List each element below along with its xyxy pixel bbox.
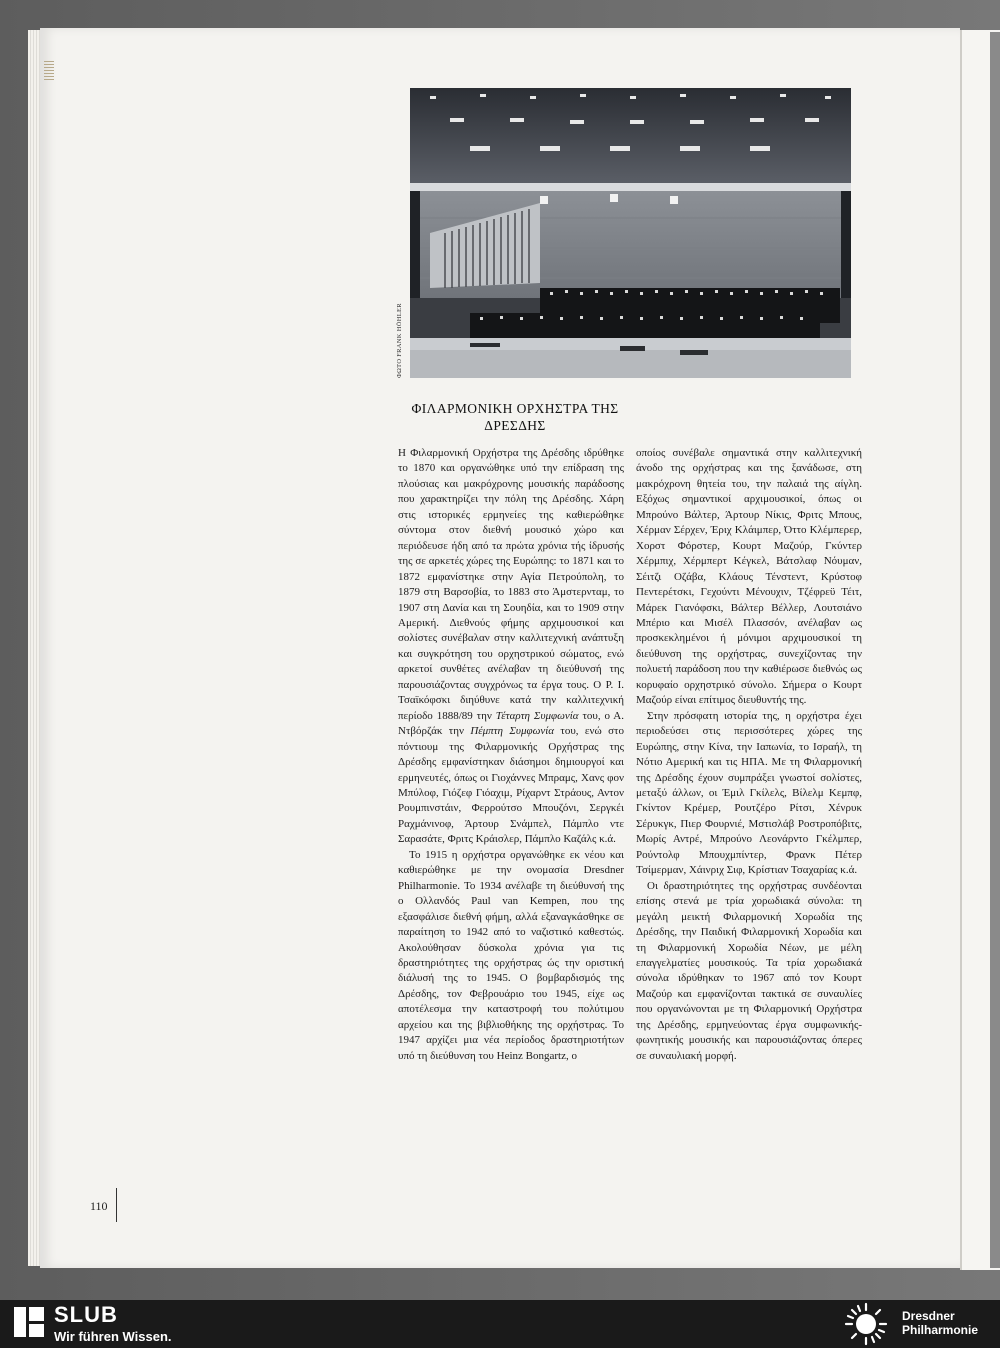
text-column-left xyxy=(398,446,624,1064)
concert-hall-image xyxy=(410,88,851,378)
orchestra-photo xyxy=(410,88,851,378)
philharmonie-logo-icon xyxy=(842,1302,890,1346)
page-number: 110 xyxy=(90,1199,108,1213)
partner-name: Dresdner Philharmonie xyxy=(902,1309,979,1337)
page-edges xyxy=(28,30,40,1266)
library-name: SLUB xyxy=(54,1302,118,1327)
binding-marks xyxy=(44,60,54,80)
paragraph-tours: Στην πρόσφατη ιστορία της, η ορχήστρα έχει περιοδεύσει στις περισσότερες χώρες της Ευρώπης, στην Κίνα, την Ιαπωνία, το Ισραήλ, τη Νότιο Αμερική και τις ΗΠΑ. Με τη Φιλαρμονική της Δρέσδης έχουν συμπράξει γνωστοί σολίστες, μεταξύ άλλων, οι Έμιλ Γκίλελς, Βίλελμ Κεμπφ, Γκίντον Κρέμερ, Ρουτζέρο Ρίτσι, Χένρυκ Σέρυκγκ, Πιερ Φουρνιέ, Μστισλάβ Ροστροπόβιτς, Μωρίς Αντρέ, Μπρούνο Λεονάρντο Γκέλμπερ, Ρούντολφ Μπουχμπίντερ, Φρανκ Πέτερ Τσίμερμαν, Χάινριχ Σιφ, Κρίστιαν Τσαχαρίας κ.ά. xyxy=(636,709,862,877)
library-tagline: Wir führen Wissen. xyxy=(54,1329,172,1344)
slub-logo-icon xyxy=(14,1307,44,1337)
paragraph-history: Η Φιλαρμονική Ορχήστρα της Δρέσδης ιδρύθηκε το 1870 και οργανώθηκε υπό την επίδραση της πλούσιας και μακρόχρονης μουσικής παράδοσης που χαρακτηρίζει την πόλη της Δρέσδης. Χάρη στις ιστορικές ερμηνείες της καθιερώθηκε σύντομα στον διεθνή μουσικό χώρο και περιόδευσε ήδη από τα πρώτα χρόνια τής ίδρυσής της σε αρκετές χώρες της Ευρώπης: το 1871 και το 1872 εμφανίστηκε στην Αγία Πετρούπολη, το 1879 στη Βαρσοβία, το 1883 στο Άμστερνταμ, το 1907 στη Δανία και τη Σουηδία, και το 1909 στην Αμερική. Διεθνούς φήμης αρχιμουσικοί και σολίστες συνέβαλαν στην καλλιτεχνική ανάπτυξη και συγκρότηση του ορχηστρικού σώματος, ενώ αρκετοί συνθέτες ανέλαβαν τη διεύθυνσή της παρουσιάζοντας συγχρόνως τα έργα τους. Ο Ρ. Ι. Τσαϊκόφσκι διηύθυνε κατά την καλλιτεχνική περίοδο 1888/89 την Τέταρτη Συμφωνία του, ο Α. Ντβόρζάκ την Πέμπτη Συμφωνία του, ενώ στο πόντιουμ της Φιλαρμονικής Ορχήστρας της Δρέσδης εμφανίστηκαν διάσημοι δημιουργοί και ερμηνευτές, όπως οι Γιοχάννες Μπραμς, Χανς φον Μπύλοφ, Γιόζεφ Γιόαχιμ, Ρίχαρντ Στράους, Αντον Ρουμπινστάιν, Φερρούτσο Μπουζόνι, Σεργκέι Ραχμάνινοφ, Άρτουρ Σνάμπελ, Πάμπλο ντε Σαρασάτε, Φριτς Κράισλερ, Πάμπλο Καζάλς κ.ά. xyxy=(398,447,624,846)
paragraph-1915: Το 1915 η ορχήστρα οργανώθηκε εκ νέου και καθιερώθηκε με την ονομασία Dresdner Philharmonie. Το 1934 ανέλαβε τη διεύθυνσή της ο Ολλανδός Paul van Kempen, που της εξασφάλισε διεθνή φήμη, αλλά εξαναγκάσθηκε σε παραίτηση το 1942 από το ναζιστικό καθεστώς. Ακολούθησαν δύσκολα χρόνια για τις δραστηριότητες της ορχήστρας ώς την οριστική διάλυσή της το 1945. Ο βομβαρδισμός της Δρέσδης, τον Φεβρουάριο του 1945, είχε ως αποτέλεσμα την καταστροφή του πολύτιμου αρχείου και της βιβλιοθήκης της ορχήστρας. Το 1947 αρχίζει μια νέα περίοδος δραστηριοτήτων υπό τη διεύθυνση του Heinz Bongartz, ο xyxy=(398,848,624,1062)
scan-right-edge xyxy=(990,32,1000,1268)
photo-credit: ΦΩΤΟ FRANK HÖHLER xyxy=(396,303,403,378)
paragraph-conductors: οποίος συνέβαλε σημαντικά στην καλλιτεχνική άνοδο της ορχήστρας και της ξανάδωσε, στη μακρόχρονη θητεία του, την παλαιά της αίγλη. Εξόχως σημαντικοί αρχιμουσικοί, όπως οι Μπρούνο Βάλτερ, Άρτουρ Νίκις, Φριτς Μπους, Χέρμαν Σέρχεν, Έριχ Κλάιμπερ, Όττο Κλέμπερερ, Χορστ Φόρστερ, Κουρτ Μαζούρ, Γκύντερ Χέρμπιχ, Χέρμπερτ Κέγκελ, Βάτσλαφ Νόυμαν, Σέιτζι Οζάβα, Κλάους Τένστεντ, Κρύστοφ Πεντερέτσκι, Γεχούντι Μένουχιν, Τζέφρεϋ Τέιτ, Μάρεκ Γιανόφσκι, Βάλτερ Βέλλερ, Λουτσιάνο Μπέριο και Μισέλ Πλασσόν, ανέλαβαν ως προσκεκλημένοι ή μόνιμοι αρχιμουσικοί τη διεύθυνση της ορχήστρας, συνεχίζοντας την πολυετή παράδοση που την καθιέρωσε διεθνώς ως κορυφαίο ορχηστρικό σύνολο. Σήμερα ο Κουρτ Μαζούρ είναι επίτιμος διευθυντής της. xyxy=(636,447,862,707)
text-column-right xyxy=(636,446,862,1064)
article-title: ΦΙΛΑΡΜΟΝΙΚΗ ΟΡΧΗΣΤΡΑ ΤΗΣ ΔΡΕΣΔΗΣ xyxy=(411,401,619,433)
folio-rule xyxy=(116,1188,117,1222)
paragraph-choirs: Οι δραστηριότητες της ορχήστρας συνδέονται επίσης στενά με τρία χορωδιακά σύνολα: τη μεγάλη μεικτή Φιλαρμονική Χορωδία της Δρέσδης, την Παιδική Φιλαρμονική Χορωδία και τη Φιλαρμονική Χορωδία Νέων, με μέλη επαγγελματίες μουσικούς. Τα τρία χορωδιακά σύνολα ιδρύθηκαν το 1967 από τον Κουρτ Μαζούρ και εμφανίζονται τακτικά σε συναυλίες που οργανώνονται με τη Φιλαρμονική Ορχήστρα της Δρέσδης, ερμηνεύοντας έργα συμφωνικής-φωνητικής μουσικής και παρουσιάζοντας όπερες σε συναυλιακή μορφή. xyxy=(636,879,862,1062)
